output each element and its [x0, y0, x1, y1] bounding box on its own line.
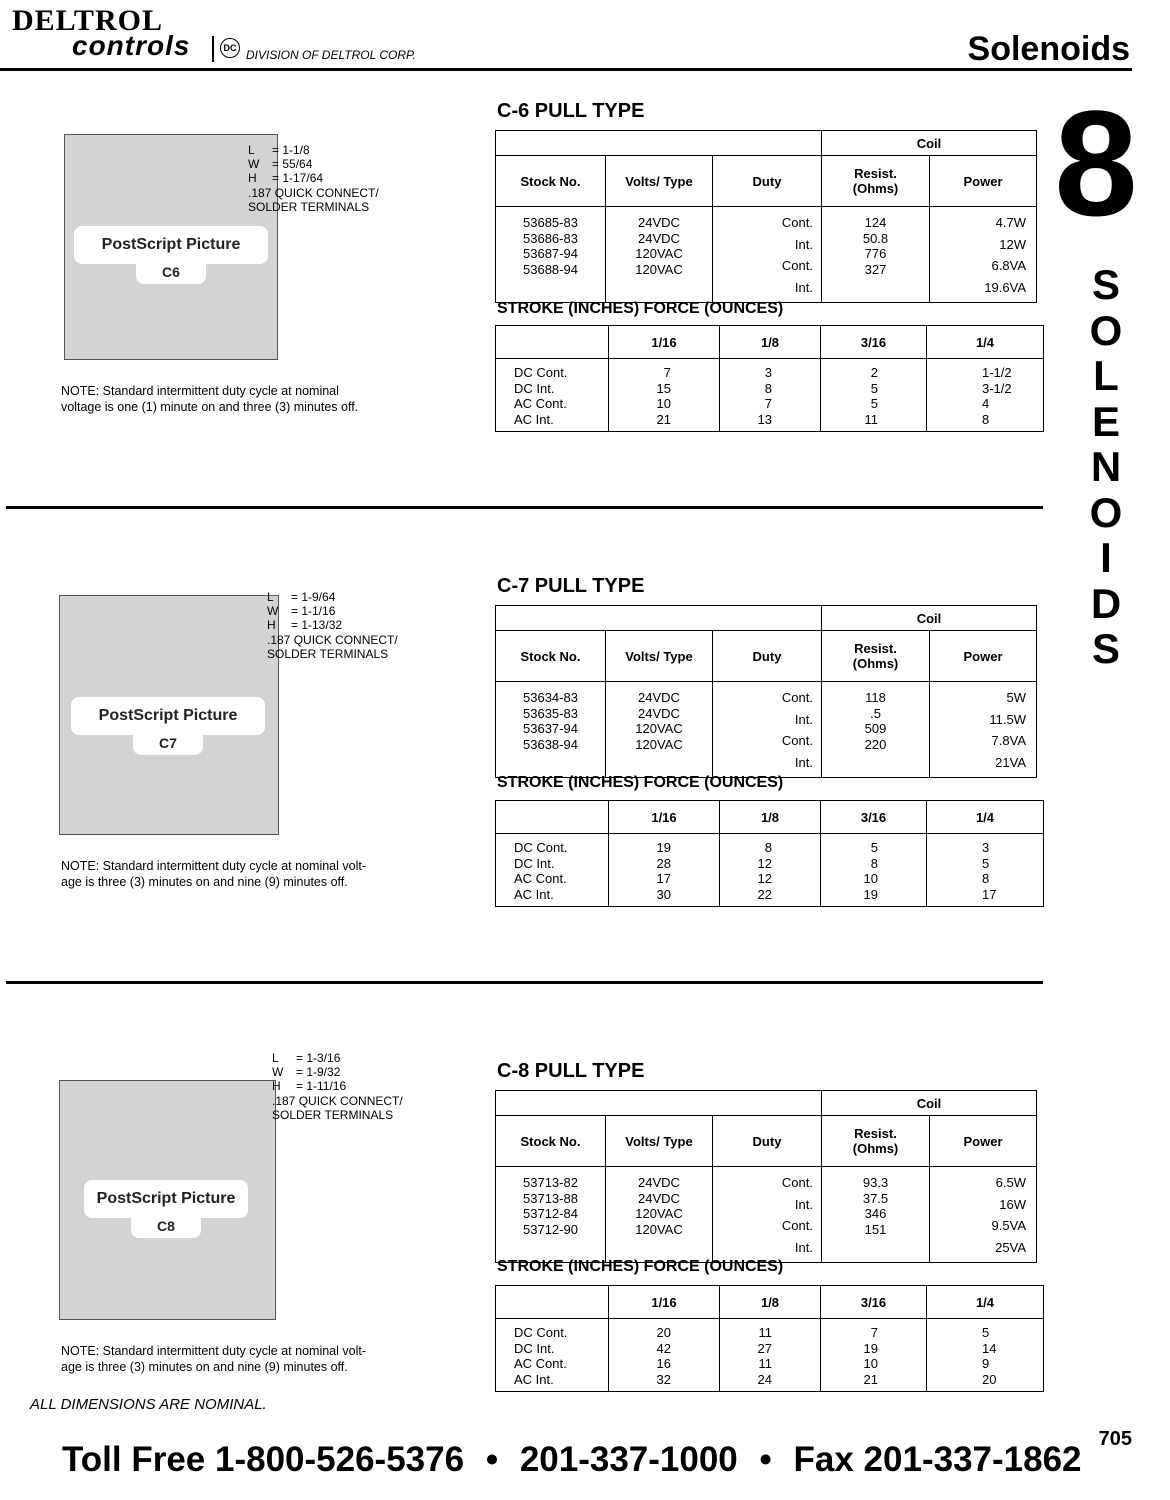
coil-group-header: Coil [822, 1091, 1037, 1116]
side-tab-word [1080, 262, 1132, 672]
column-values [496, 207, 606, 303]
table-cell: 151 [864, 1222, 887, 1238]
stroke-value: 5 [870, 396, 878, 412]
table-cell: 12W [999, 236, 1026, 252]
fax-number: Fax 201-337-1862 [793, 1440, 1082, 1479]
stroke-value: 11 [758, 1356, 772, 1372]
table-cell: 9.5VA [991, 1218, 1026, 1234]
column-values [822, 207, 930, 303]
table-cell: 6.5W [995, 1175, 1026, 1190]
table-cell: Cont. [781, 733, 813, 749]
terminal-spec: .187 QUICK CONNECT/ [272, 1093, 403, 1108]
stroke-column-header: 3/16 [821, 1286, 927, 1319]
table-cell: 327 [864, 262, 887, 278]
table-cell: 53688-94 [523, 262, 578, 278]
column-values [822, 1167, 930, 1263]
table-cell: 346 [864, 1206, 887, 1222]
dimension-row [248, 171, 379, 185]
all-dimensions-note: ALL DIMENSIONS ARE NOMINAL. [30, 1396, 267, 1413]
table-cell: 53635-83 [523, 705, 578, 721]
dimension-value: = 1-1/8 [272, 143, 310, 157]
stroke-column-values [720, 834, 821, 907]
stroke-column-values [720, 359, 821, 432]
coil-table-blank [496, 131, 822, 156]
column-header: Duty [713, 156, 822, 207]
table-cell: 24VDC [638, 1175, 680, 1190]
dimensions-list [267, 590, 398, 661]
column-values [606, 1167, 713, 1263]
table-cell: 53712-90 [523, 1222, 578, 1238]
stroke-column-header: 1/16 [609, 801, 720, 834]
dimension-value: = 1-3/16 [296, 1051, 341, 1065]
stroke-column-header: 1/16 [609, 326, 720, 359]
column-header: Stock No. [496, 1116, 606, 1167]
side-letter: S [1091, 625, 1120, 672]
column-header: Duty [713, 631, 822, 682]
stroke-value: 20 [982, 1372, 997, 1388]
column-header: Resist. (Ohms) [822, 631, 930, 682]
stroke-value: 8 [870, 855, 878, 871]
dimensions-list [272, 1051, 403, 1122]
stroke-column-values [927, 834, 1044, 907]
table-cell: 120VAC [635, 1222, 683, 1238]
table-cell: 4.7W [995, 215, 1026, 230]
stroke-value: 22 [757, 887, 772, 903]
stroke-value: 4 [982, 396, 990, 412]
stroke-value: 8 [764, 840, 772, 855]
stroke-value: 21 [863, 1372, 878, 1388]
stroke-value: 11 [758, 1325, 772, 1340]
table-cell: 11.5W [989, 711, 1026, 727]
stroke-row-label: AC Cont. [514, 396, 567, 412]
terminal-spec: .187 QUICK CONNECT/ [267, 632, 398, 647]
stroke-force-table [495, 1285, 1044, 1392]
picture-label: PostScript Picture [71, 697, 265, 735]
side-letter: L [1093, 352, 1119, 399]
table-cell: 24VDC [638, 215, 680, 230]
column-header: Stock No. [496, 631, 606, 682]
picture-name: C7 [133, 731, 203, 755]
dimension-key: H [272, 1079, 281, 1094]
dimension-value: = 1-9/32 [296, 1065, 341, 1080]
column-header: Power [930, 156, 1037, 207]
stroke-value: 12 [757, 855, 772, 871]
table-cell: 16W [999, 1196, 1026, 1212]
column-header: Power [930, 631, 1037, 682]
table-cell: 124 [864, 215, 887, 230]
table-cell: 37.5 [862, 1190, 889, 1206]
stroke-value: 3-1/2 [982, 380, 1012, 396]
table-cell: 19.6VA [984, 280, 1026, 296]
stroke-value: 7 [870, 1325, 878, 1340]
stroke-row-label: AC Cont. [514, 1356, 567, 1372]
picture-name: C8 [131, 1214, 201, 1238]
coil-table-blank [496, 1091, 822, 1116]
table-cell: 5W [1006, 690, 1026, 705]
column-header: Volts/ Type [606, 1116, 713, 1167]
table-cell: Int. [794, 711, 813, 727]
stroke-value: 17 [982, 887, 997, 903]
stroke-row-labels [496, 834, 609, 907]
stroke-value: 5 [982, 1325, 990, 1340]
side-letter: O [1089, 306, 1123, 354]
stroke-row-label: DC Int. [514, 1340, 555, 1356]
stroke-column-header: 1/8 [720, 326, 821, 359]
stroke-column-header: 3/16 [821, 326, 927, 359]
stroke-value: 10 [863, 1356, 878, 1372]
dimension-key: L [272, 1051, 279, 1065]
table-cell: 53686-83 [523, 230, 578, 246]
division-text: DIVISION OF DELTROL CORP. [246, 48, 416, 62]
column-header: Volts/ Type [606, 156, 713, 207]
column-values [496, 682, 606, 778]
stroke-table-corner [496, 326, 609, 359]
logo-badge-icon: DC [220, 38, 240, 58]
stroke-column-values [609, 1319, 720, 1392]
stroke-value: 7 [764, 396, 772, 412]
column-values [930, 682, 1037, 778]
side-letter: S [1091, 261, 1120, 308]
stroke-column-values [821, 1319, 927, 1392]
table-cell: Int. [794, 1196, 813, 1212]
dimension-key: H [248, 171, 257, 186]
stroke-row-labels [496, 1319, 609, 1392]
coil-group-header: Coil [822, 131, 1037, 156]
stroke-row-label: DC Cont. [514, 1325, 568, 1340]
table-cell: 24VDC [638, 230, 680, 246]
dimension-key: H [267, 618, 276, 633]
table-cell: 509 [864, 721, 887, 737]
stroke-column-values [720, 1319, 821, 1392]
stroke-column-header: 1/4 [927, 801, 1044, 834]
column-values [713, 207, 822, 303]
stroke-column-values [927, 359, 1044, 432]
table-cell: 7.8VA [991, 733, 1026, 749]
terminal-spec: SOLDER TERMINALS [267, 646, 389, 661]
table-cell: 25VA [995, 1240, 1026, 1256]
table-cell: 53637-94 [523, 721, 578, 737]
side-letter: D [1090, 579, 1122, 627]
stroke-value: 17 [656, 871, 671, 887]
bullet-separator: • [759, 1440, 772, 1479]
dimension-key: L [248, 143, 255, 157]
table-cell: 50.8 [862, 230, 889, 246]
table-cell: 220 [864, 737, 887, 753]
stroke-value: 11 [864, 412, 878, 428]
dimension-row [248, 143, 379, 157]
stroke-value: 20 [656, 1325, 671, 1340]
stroke-value: 21 [656, 412, 671, 428]
stroke-force-title: STROKE (INCHES) FORCE (OUNCES) [497, 1258, 784, 1275]
column-header: Volts/ Type [606, 631, 713, 682]
stroke-force-table [495, 325, 1044, 432]
stroke-value: 42 [656, 1340, 671, 1356]
stroke-value: 10 [863, 871, 878, 887]
stroke-row-labels [496, 359, 609, 432]
table-cell: 53712-84 [523, 1206, 578, 1222]
table-cell: 120VAC [635, 721, 683, 737]
stroke-value: 7 [663, 365, 671, 380]
column-header: Stock No. [496, 156, 606, 207]
section-number: 8 [1054, 79, 1138, 247]
section-title: C-8 PULL TYPE [497, 1060, 645, 1082]
stroke-row-label: DC Int. [514, 855, 555, 871]
toll-free-number: Toll Free 1-800-526-5376 [62, 1440, 465, 1479]
dimensions-list [248, 143, 379, 214]
dimension-value: = 1-11/16 [296, 1079, 347, 1094]
section-separator [6, 506, 1043, 509]
dimension-value: = 1-9/64 [291, 590, 336, 604]
column-header: Duty [713, 1116, 822, 1167]
table-cell: 24VDC [638, 690, 680, 705]
table-cell: 53685-83 [523, 215, 578, 230]
stroke-value: 28 [656, 855, 671, 871]
side-letter: N [1090, 443, 1122, 490]
stroke-value: 5 [870, 380, 878, 396]
picture-label: PostScript Picture [84, 1180, 248, 1218]
duty-cycle-note: NOTE: Standard intermittent duty cycle at nominal volt- age is three (3) minutes on and nine (9) minutes off. [61, 859, 366, 889]
coil-table-blank [496, 606, 822, 631]
stroke-column-header: 1/16 [609, 1286, 720, 1319]
section-title: C-6 PULL TYPE [497, 100, 645, 122]
stroke-value: 24 [757, 1372, 772, 1388]
side-letter: I [1100, 534, 1112, 581]
side-letter: E [1091, 397, 1120, 445]
stroke-row-label: AC Cont. [514, 871, 567, 887]
coil-table [495, 130, 1037, 303]
dimension-row [267, 618, 398, 632]
table-cell: Int. [794, 280, 813, 296]
stroke-value: 2 [870, 365, 878, 380]
header-rule [0, 68, 1132, 71]
stroke-column-values [927, 1319, 1044, 1392]
coil-group-header: Coil [822, 606, 1037, 631]
column-header: Power [930, 1116, 1037, 1167]
stroke-value: 30 [656, 887, 671, 903]
table-cell: 120VAC [635, 737, 683, 753]
stroke-row-label: DC Cont. [514, 365, 568, 380]
column-values [496, 1167, 606, 1263]
stroke-value: 12 [757, 871, 772, 887]
stroke-value: 19 [863, 887, 878, 903]
stroke-value: 15 [656, 380, 671, 396]
stroke-value: 10 [656, 396, 671, 412]
table-cell: 53713-88 [523, 1190, 578, 1206]
dimension-key: W [248, 157, 260, 172]
picture-name: C6 [136, 260, 206, 284]
stroke-value: 9 [982, 1356, 990, 1372]
page-title: Solenoids [967, 30, 1130, 68]
table-cell: 120VAC [635, 246, 683, 262]
table-cell: Cont. [781, 215, 813, 230]
stroke-table-corner [496, 1286, 609, 1319]
dimension-row [272, 1079, 403, 1093]
table-cell: Cont. [781, 1218, 813, 1234]
stroke-row-label: DC Int. [514, 380, 555, 396]
table-cell: Int. [794, 1240, 813, 1256]
stroke-column-header: 1/4 [927, 1286, 1044, 1319]
stroke-column-header: 3/16 [821, 801, 927, 834]
stroke-force-title: STROKE (INCHES) FORCE (OUNCES) [497, 300, 784, 317]
dimension-row [267, 604, 398, 618]
dimension-key: L [267, 590, 274, 604]
duty-cycle-note: NOTE: Standard intermittent duty cycle at nominal volt- age is three (3) minutes on and nine (9) minutes off. [61, 1344, 366, 1374]
stroke-value: 32 [656, 1372, 671, 1388]
stroke-row-label: AC Int. [514, 1372, 554, 1388]
bullet-separator: • [485, 1440, 499, 1479]
table-cell: 93.3 [862, 1175, 889, 1190]
table-cell: 53687-94 [523, 246, 578, 262]
table-cell: Cont. [781, 690, 813, 705]
logo-deltrol: DELTROL [12, 4, 163, 37]
column-header: Resist. (Ohms) [822, 156, 930, 207]
column-values [713, 1167, 822, 1263]
table-cell: 6.8VA [991, 258, 1026, 274]
terminal-spec: SOLDER TERMINALS [272, 1107, 394, 1122]
table-cell: 776 [864, 246, 887, 262]
column-values [606, 207, 713, 303]
table-cell: 120VAC [635, 1206, 683, 1222]
stroke-value: 14 [982, 1340, 997, 1356]
table-cell: 24VDC [638, 1190, 680, 1206]
table-cell: 24VDC [638, 705, 680, 721]
coil-table [495, 605, 1037, 778]
stroke-value: 16 [656, 1356, 671, 1372]
stroke-value: 19 [863, 1340, 878, 1356]
terminal-spec: .187 QUICK CONNECT/ [248, 185, 379, 200]
section-title: C-7 PULL TYPE [497, 575, 645, 597]
column-values [930, 1167, 1037, 1263]
stroke-row-label: AC Int. [514, 887, 554, 903]
stroke-value: 3 [764, 365, 772, 380]
table-cell: Cont. [781, 1175, 813, 1190]
column-values [822, 682, 930, 778]
dimension-row [272, 1051, 403, 1065]
table-cell: .5 [870, 705, 881, 721]
side-letter: O [1089, 488, 1123, 536]
stroke-row-label: AC Int. [514, 412, 554, 428]
dimension-row [272, 1065, 403, 1079]
page-number: 705 [1098, 1428, 1132, 1450]
stroke-value: 1-1/2 [982, 365, 1012, 380]
stroke-column-header: 1/8 [720, 1286, 821, 1319]
stroke-force-table [495, 800, 1044, 907]
table-cell: 120VAC [635, 262, 683, 278]
stroke-value: 13 [757, 412, 772, 428]
table-cell: 118 [865, 690, 886, 705]
dimension-value: = 1-13/32 [291, 618, 343, 633]
table-cell: 21VA [995, 755, 1026, 771]
duty-cycle-note: NOTE: Standard intermittent duty cycle at nominal voltage is one (1) minute on and three (3) minutes off. [61, 384, 359, 414]
footer-contacts [62, 1440, 1082, 1480]
stroke-value: 3 [982, 840, 990, 855]
dimension-value: = 1-1/16 [291, 604, 336, 619]
stroke-column-header: 1/4 [927, 326, 1044, 359]
table-cell: Int. [794, 755, 813, 771]
column-values [930, 207, 1037, 303]
stroke-column-values [821, 834, 927, 907]
dimension-key: W [272, 1065, 284, 1080]
stroke-table-corner [496, 801, 609, 834]
stroke-column-header: 1/8 [720, 801, 821, 834]
column-values [606, 682, 713, 778]
stroke-value: 5 [870, 840, 878, 855]
dimension-value: = 55/64 [272, 157, 313, 172]
coil-table [495, 1090, 1037, 1263]
phone-number: 201-337-1000 [519, 1440, 738, 1479]
logo-controls: controls [72, 30, 191, 61]
stroke-column-values [609, 359, 720, 432]
stroke-force-title: STROKE (INCHES) FORCE (OUNCES) [497, 774, 784, 791]
column-header: Resist. (Ohms) [822, 1116, 930, 1167]
dimension-key: W [267, 604, 279, 619]
table-cell: 53634-83 [523, 690, 578, 705]
table-cell: Int. [794, 236, 813, 252]
stroke-column-values [609, 834, 720, 907]
stroke-row-label: DC Cont. [514, 840, 568, 855]
dimension-value: = 1-17/64 [272, 171, 324, 186]
table-cell: 53713-82 [523, 1175, 578, 1190]
terminal-spec: SOLDER TERMINALS [248, 199, 370, 214]
table-cell: 53638-94 [523, 737, 578, 753]
logo-divider [212, 36, 214, 62]
stroke-value: 8 [982, 412, 990, 428]
dimension-row [248, 157, 379, 171]
column-values [713, 682, 822, 778]
table-cell: Cont. [781, 258, 813, 274]
picture-label: PostScript Picture [74, 226, 268, 264]
section-separator [6, 981, 1043, 984]
stroke-value: 27 [757, 1340, 772, 1356]
stroke-value: 8 [982, 871, 990, 887]
stroke-value: 8 [764, 380, 772, 396]
stroke-value: 19 [656, 840, 671, 855]
stroke-column-values [821, 359, 927, 432]
dimension-row [267, 590, 398, 604]
stroke-value: 5 [982, 855, 990, 871]
